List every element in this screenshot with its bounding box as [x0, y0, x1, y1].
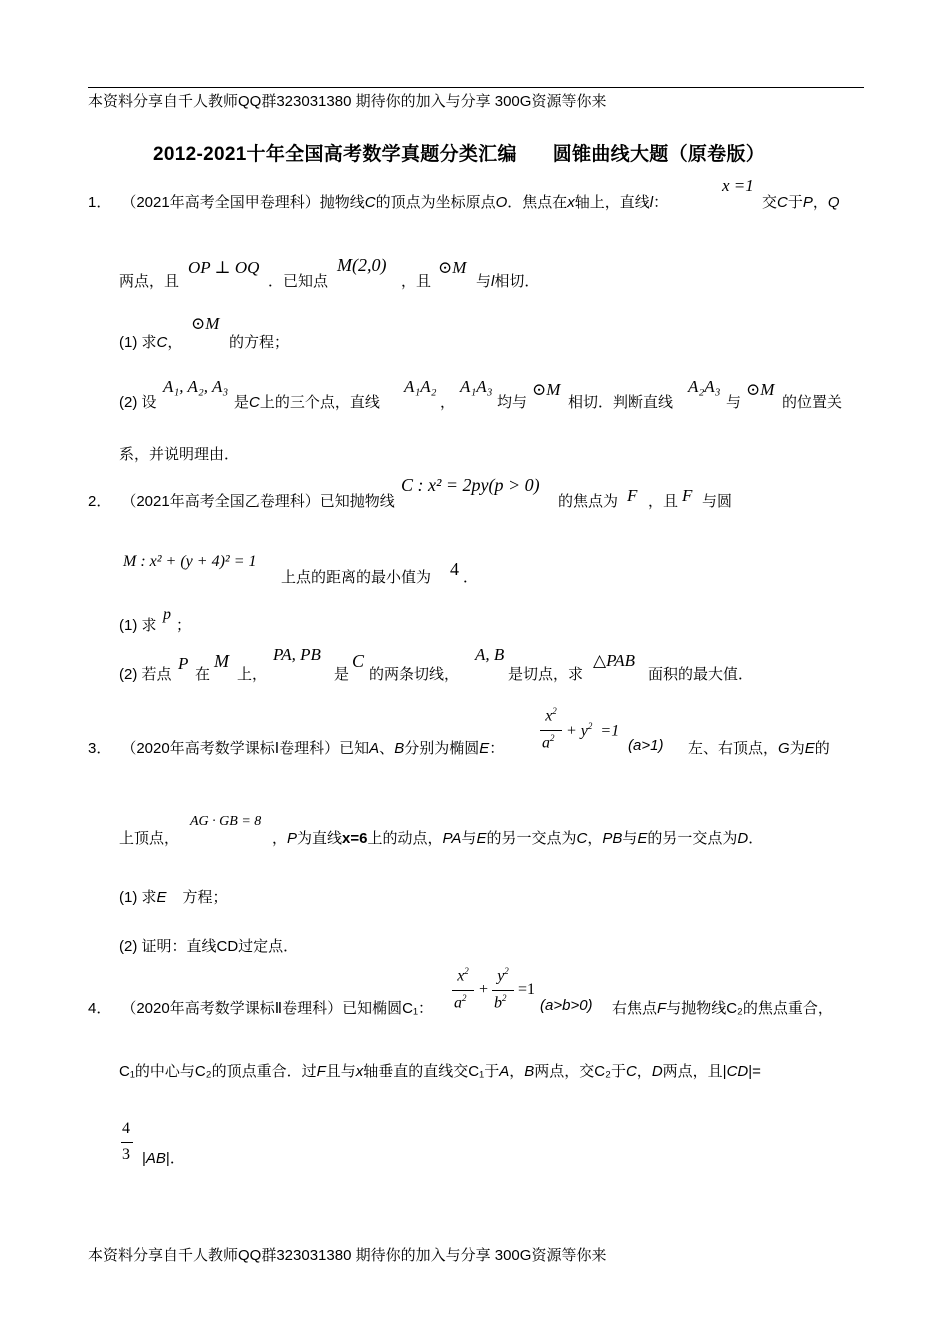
math-op-perp-oq: OP ⊥ OQ	[188, 258, 260, 277]
math-a1a2: A₁A₂	[404, 377, 437, 396]
header-text: 本资料分享自千人教师QQ群323031380 期待你的加入与分享 300G资源等你来	[88, 93, 607, 110]
math-four-thirds: 4 3	[121, 1120, 135, 1170]
math-x-equals-1: x =1	[722, 176, 754, 195]
header-rule	[88, 87, 864, 88]
problem-number: 4．	[88, 1000, 112, 1017]
problem-2-q2e: 的两条切线，	[369, 666, 460, 683]
problem-number: 1．	[88, 194, 112, 211]
problem-1-line-2a: 两点，且	[119, 273, 180, 290]
problem-1-q2a: (2) 设	[119, 394, 157, 411]
problem-1-q2d: 均与	[497, 394, 528, 411]
problem-2-line-2b: ．	[463, 569, 479, 586]
math-circle-m: ⊙M	[191, 314, 220, 333]
problem-1-q1: (1) 求C，	[119, 334, 183, 351]
title-left: 2012-2021十年全国高考数学真题分类汇编	[153, 144, 517, 165]
math-circle-m: ⊙M	[746, 380, 775, 399]
math-ellipse-c1: $x^2$ $a^2$ + $y^2$ $b^2$ =1	[454, 966, 536, 1012]
frac-x2-a2: $x^2$ $a^2$	[540, 706, 562, 725]
problem-2-line-1d: 与圆	[702, 493, 733, 510]
problem-1-line-2d: 与l相切．	[476, 273, 540, 290]
problem-4-line-1-tail: 右焦点F与抛物线C₂的焦点重合，	[612, 1000, 833, 1017]
problem-2-q2g: 面积的最大值．	[648, 666, 754, 683]
problem-2-line-1: 2． （2021年高考全国乙卷理科）已知抛物线	[88, 493, 395, 510]
problem-2-line-2a: 上点的距离的最小值为	[281, 569, 432, 586]
problem-3-line-1-tail: 左、右顶点，G为E的	[688, 740, 830, 757]
math-p: p	[163, 606, 171, 623]
math-f: F	[627, 486, 638, 505]
title-right: 圆锥曲线大题（原卷版）	[552, 144, 766, 165]
math-ag-gb: AG · GB = 8	[190, 814, 262, 829]
problem-2-line-1c: ，且	[648, 493, 679, 510]
problem-3-line-2a: 上顶点，	[119, 830, 180, 847]
problem-1-line-1: 1． （2021年高考全国甲卷理科）抛物线C的顶点为坐标原点O．焦点在x轴上，直线l：	[88, 194, 669, 211]
problem-1-line-2c: ，且	[401, 273, 432, 290]
math-circle-m-equation: M : x² + (y + 4)² = 1	[123, 553, 257, 570]
problem-source: （2020年高考数学课标Ⅱ卷理科）	[121, 1000, 343, 1017]
problem-2-q2a: (2) 若点	[119, 666, 172, 683]
problem-number: 2．	[88, 493, 112, 510]
problem-2-line-1b: 的焦点为	[558, 493, 619, 510]
frac-x2-a2: $x^2$ $a^2$	[452, 966, 474, 985]
problem-2-q1: (1) 求	[119, 617, 157, 634]
math-ellipse-e: $x^2$ $a^2$ + $y^2 =1$	[542, 706, 620, 752]
math-triangle-pab: △PAB	[593, 651, 636, 670]
problem-number: 3．	[88, 740, 112, 757]
math-a1a3: A₁A₃	[460, 377, 493, 396]
problem-1-q2e: 相切．判断直线	[568, 394, 674, 411]
math-point-m: M(2,0)	[337, 255, 387, 275]
math-a2a3: A₂A₃	[688, 377, 721, 396]
problem-source: （2021年高考全国甲卷理科）	[121, 194, 320, 211]
frac-y2-b2: $y^2$ $b^2$	[492, 966, 514, 985]
problem-4-line-1: 4． （2020年高考数学课标Ⅱ卷理科）已知椭圆C₁：	[88, 1000, 434, 1017]
problem-1-q2b: 是C上的三个点，直线	[234, 394, 380, 411]
problem-1-q2-cont: 系，并说明理由．	[119, 446, 240, 463]
problem-source: （2020年高考数学课标Ⅰ卷理科）	[121, 740, 340, 757]
math-4: 4	[450, 559, 459, 579]
problem-2-q2c: 上，	[237, 666, 268, 683]
footer-text: 本资料分享自千人教师QQ群323031380 期待你的加入与分享 300G资源等你来	[88, 1247, 607, 1264]
problem-1-q2c: ，	[440, 394, 456, 411]
math-f: F	[682, 486, 693, 505]
problem-3-q1: (1) 求E 方程；	[119, 889, 228, 906]
problem-1-q2f: 与	[726, 394, 742, 411]
problem-4-cond: (a>b>0)	[540, 997, 593, 1014]
problem-2-q2b: 在	[195, 666, 211, 683]
math-a123: A₁, A₂, A₃	[163, 377, 229, 396]
math-parabola-c: C : x² = 2py(p > 0)	[401, 475, 540, 495]
problem-1-q2g: 的位置关	[782, 394, 843, 411]
problem-2-q1-tail: ；	[176, 617, 192, 634]
math-a-b: A, B	[475, 645, 505, 664]
math-m: M	[214, 651, 229, 671]
page-title	[153, 139, 765, 166]
problem-3-line-2b: ，P为直线x=6上的动点，PA与E的另一交点为C，PB与E的另一交点为D．	[272, 830, 764, 847]
problem-3-line-1: 3． （2020年高考数学课标Ⅰ卷理科）已知A、B分别为椭圆E：	[88, 740, 505, 757]
problem-source: （2021年高考全国乙卷理科）	[121, 493, 320, 510]
problem-4-line-3: |AB|．	[142, 1150, 185, 1167]
problem-1-q1-tail: 的方程；	[229, 334, 290, 351]
math-p: P	[178, 654, 189, 673]
problem-1-line-1-tail: 交C于P，Q	[762, 194, 840, 211]
math-pa-pb: PA, PB	[273, 645, 321, 664]
math-circle-m: ⊙M	[532, 380, 561, 399]
math-circle-m: ⊙M	[438, 258, 467, 277]
problem-3-cond: (a>1)	[628, 737, 664, 754]
problem-1-line-2b: ．已知点	[268, 273, 329, 290]
problem-2-q2d: 是	[334, 666, 350, 683]
problem-3-q2: (2) 证明：直线CD过定点．	[119, 938, 299, 955]
problem-2-q2f: 是切点，求	[508, 666, 584, 683]
math-c: C	[352, 651, 365, 671]
problem-4-line-2: C₁的中心与C₂的顶点重合．过F且与x轴垂直的直线交C₁于A，B两点，交C₂于C，D两点，且|CD|=	[119, 1063, 761, 1080]
